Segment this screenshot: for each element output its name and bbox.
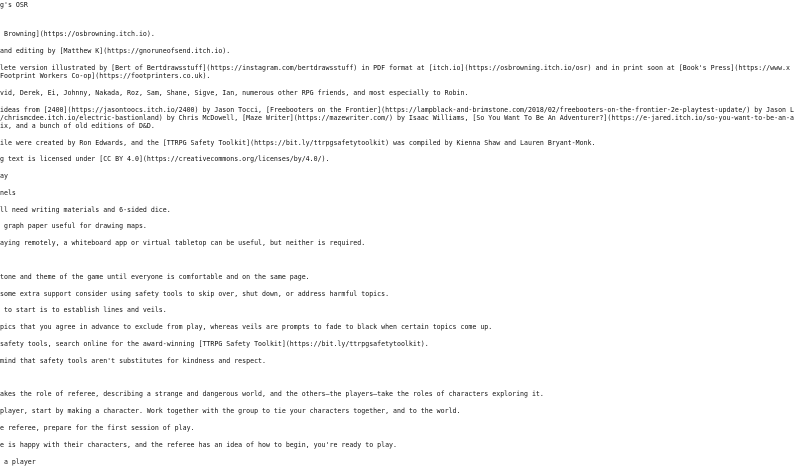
text-line-heading-play: ay: [0, 172, 8, 180]
text-line-author: Browning](https://osbrowning.itch.io).: [0, 30, 155, 38]
text-line-kindness: mind that safety tools aren't substitutes for kindness and respect.: [0, 357, 266, 365]
text-line-make-character: player, start by making a character. Work together with the group to tie your characters together, and to the world.: [0, 407, 461, 415]
text-line-ideas-end: ix, and a bunch of old editions of D&D.: [0, 122, 155, 130]
text-line-license: g text is licensed under [CC BY 4.0](https://creativecommons.org/licenses/by/4.0/).: [0, 155, 330, 163]
text-line-thanks: vid, Derek, Ei, Johnny, Nakada, Roz, Sam, Shane, Sigve, Ian, numerous other RPG friends, and most especially to Robin.: [0, 89, 469, 97]
text-line-lines-veils: to start is to establish lines and veils.: [0, 306, 167, 314]
text-line-safety-credits: ile were created by Ron Edwards, and the [TTRPG Safety Toolkit](https://bit.ly/ttrpgsafetytoolkit) was compiled by Kienna Shaw and Lauren Bryant-Monk.: [0, 139, 596, 147]
text-line-title: g's OSR: [0, 1, 28, 9]
text-line-ready-to-play: e is happy with their characters, and the referee has an idea of how to begin, you're ready to play.: [0, 441, 397, 449]
text-line-ideas-cont: /chrismcdee.itch.io/electric-bastionland) by Chris McDowell, [Maze Writer](https://mazewriter.com/) by Isaac Williams, [So You Want To Be An Adventurer?](https://e-jared.itch.io/so-you-want-to-be-an-a: [0, 114, 794, 122]
text-line-tone: tone and theme of the game until everyone is comfortable and on the same page.: [0, 273, 310, 281]
text-line-footprint: Footprint Workers Co-op](https://footprinters.co.uk).: [0, 72, 211, 80]
text-line-referee-prepare: e referee, prepare for the first session of play.: [0, 424, 195, 432]
text-line-toolkit: safety tools, search online for the award-winning [TTRPG Safety Toolkit](https://bit.ly/ttrpgsafetytoolkit).: [0, 340, 429, 348]
text-line-ideas: ideas from [2400](https://jasontoocs.itch.io/2400) by Jason Tocci, [Freebooters on the Frontier](https://lampblack-and-brimstone.com/2018/02/freebooters-on-the-frontier-2e-playtest-update/) by Jason L: [0, 106, 794, 114]
text-line-heading-player: a player: [0, 458, 36, 466]
text-line-safety-tools: some extra support consider using safety tools to skip over, shut down, or address harmful topics.: [0, 290, 390, 298]
text-line-editing: and editing by [Matthew K](https://gnoruneofsend.itch.io).: [0, 47, 231, 55]
text-line-topics: pics that you agree in advance to exclude from play, whereas veils are prompts to fade to black when certain topics come up.: [0, 323, 493, 331]
text-line-remote-play: aying remotely, a whiteboard app or virtual tabletop can be useful, but neither is required.: [0, 239, 366, 247]
text-line-referee-role: akes the role of referee, describing a strange and dangerous world, and the others—the players—take the roles of characters exploring it.: [0, 390, 544, 398]
text-line-graph-paper: graph paper useful for drawing maps.: [0, 222, 147, 230]
text-line-complete-version: lete version illustrated by [Bert of Bertdrawsstuff](https://instagram.com/bertdrawsstuff) in PDF format at [itch.io](https://osbrowning.itch.io/osr) and in print soon at [Book's Press](https://www.x: [0, 64, 790, 72]
text-line-heading-tools: nels: [0, 189, 16, 197]
text-line-materials: ll need writing materials and 6-sided dice.: [0, 206, 171, 214]
